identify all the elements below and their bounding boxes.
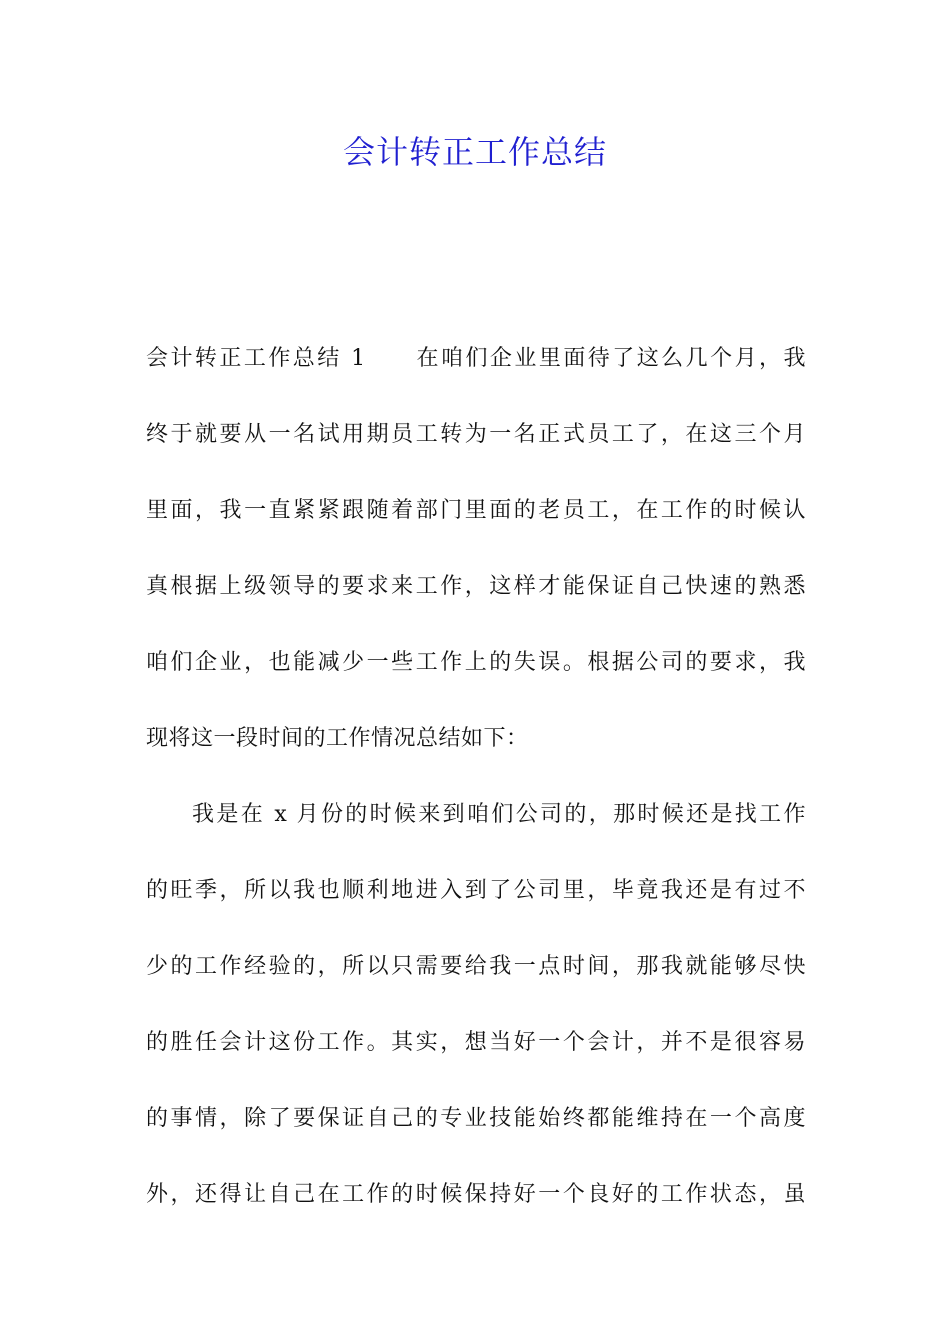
body-line: 咱们企业，也能减少一些工作上的失误。根据公司的要求，我	[146, 650, 806, 675]
body-line: 外，还得让自己在工作的时候保持好一个良好的工作状态，虽	[146, 1182, 806, 1207]
body-line: 会计转正工作总结 1 在咱们企业里面待了这么几个月，我	[146, 346, 806, 371]
document-body	[146, 330, 806, 1242]
body-line: 真根据上级领导的要求来工作，这样才能保证自己快速的熟悉	[146, 574, 806, 599]
body-line: 里面，我一直紧紧跟随着部门里面的老员工，在工作的时候认	[146, 498, 806, 523]
body-line: 的旺季，所以我也顺利地进入到了公司里，毕竟我还是有过不	[146, 878, 806, 903]
body-line: 终于就要从一名试用期员工转为一名正式员工了，在这三个月	[146, 422, 806, 447]
body-line: 的事情，除了要保证自己的专业技能始终都能维持在一个高度	[146, 1106, 806, 1131]
body-line: 我是在 x 月份的时候来到咱们公司的，那时候还是找工作	[192, 802, 806, 827]
body-line: 现将这一段时间的工作情况总结如下：	[146, 726, 529, 751]
body-line: 少的工作经验的，所以只需要给我一点时间，那我就能够尽快	[146, 954, 806, 979]
body-line: 的胜任会计这份工作。其实，想当好一个会计，并不是很容易	[146, 1030, 806, 1055]
document-title: 会计转正工作总结	[342, 133, 607, 171]
